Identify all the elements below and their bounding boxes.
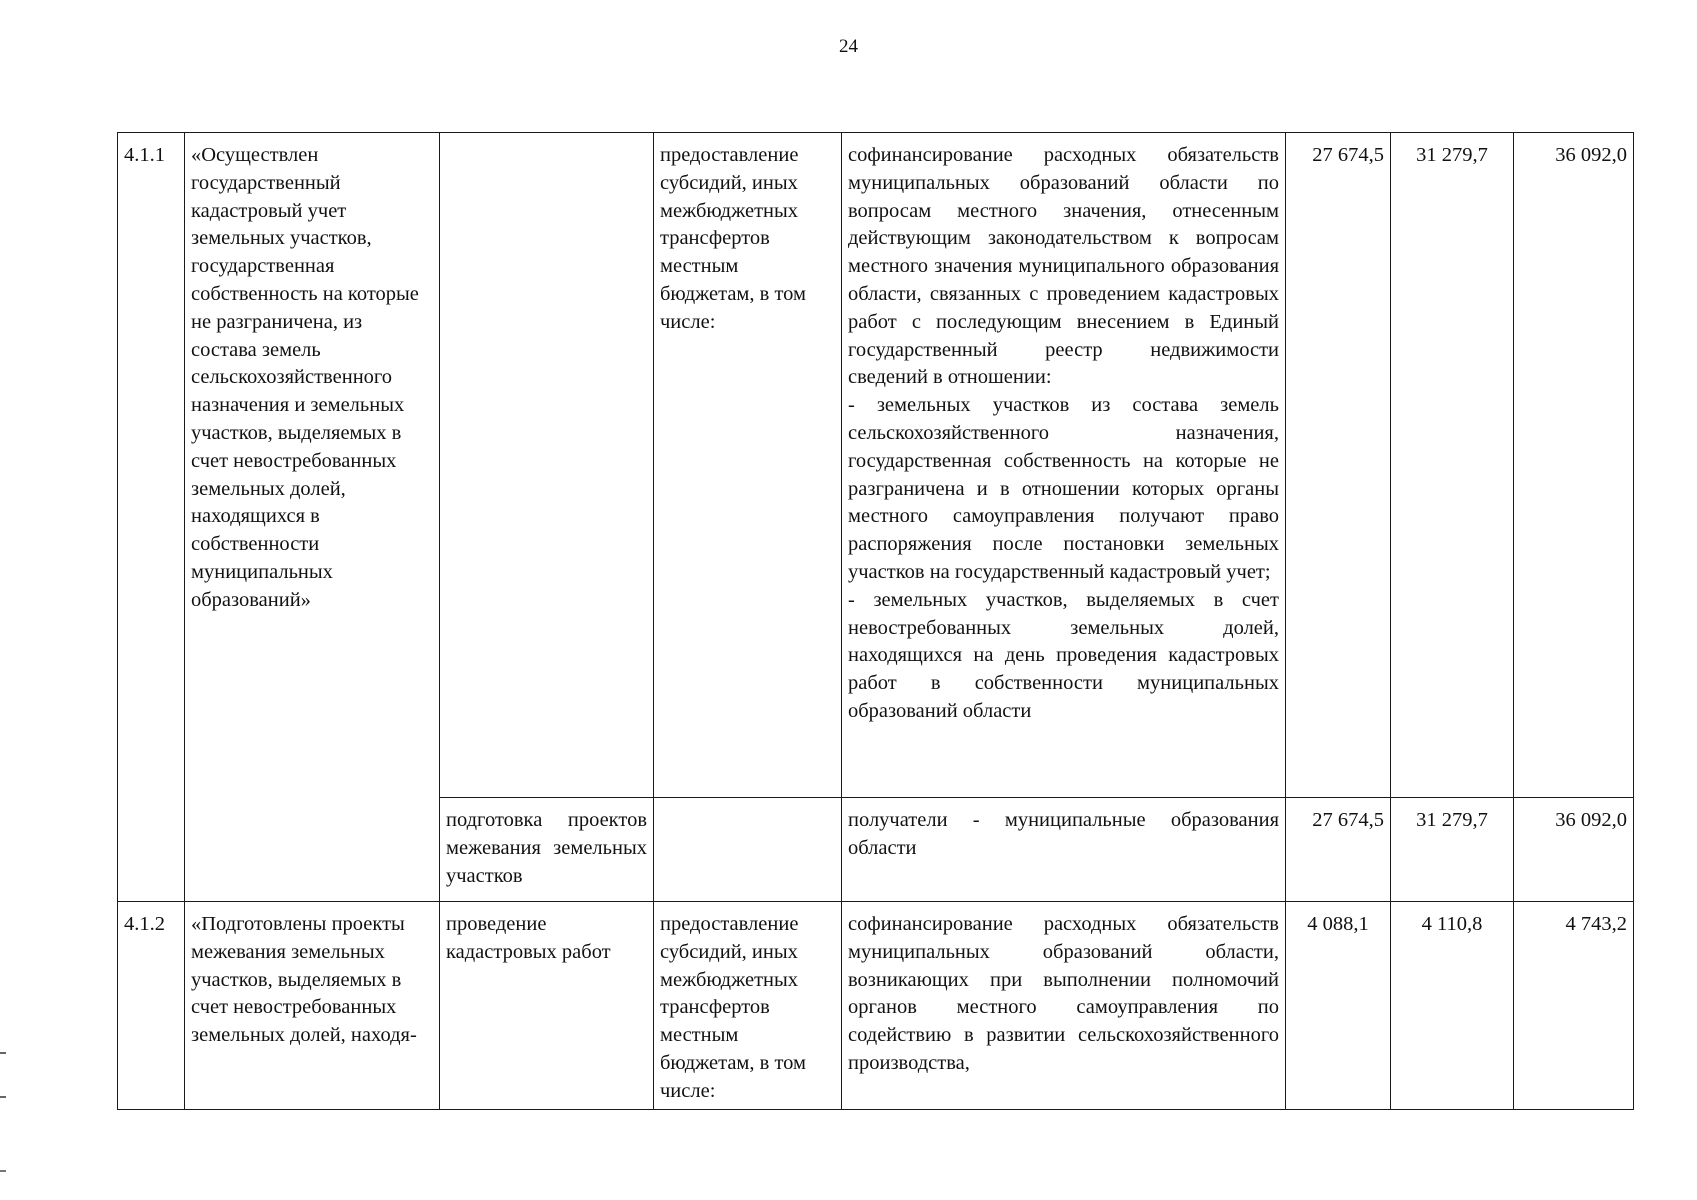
- value-year-2: 31 279,7: [1391, 133, 1514, 798]
- value-year-2: 31 279,7: [1391, 798, 1514, 902]
- value-year-1: 27 674,5: [1286, 133, 1391, 798]
- value-year-3: 4 743,2: [1514, 902, 1634, 1110]
- value-year-3: 36 092,0: [1514, 798, 1634, 902]
- description-cell: софинансирование расходных обязательств муниципальных образований области по вопросам местного значения, отнесенным действующим законодательством к вопросам местного значения муниципального образования области, связанных с проведением кадастровых работ с последующим внесением в Единый государственный реестр недвижимости сведений в отношении: - земельных участков из состава земель сельскохозяйственного назначения, государственная собственность на которые не разграничена и в отношении которых органы местного самоуправления получают право распоряжения после постановки земельных участков на государственный кадастровый учет; - земельных участков, выделяемых в счет невостребованных земельных долей, находящихся на день проведения кадастровых работ в собственности муниципальных образований области: [842, 133, 1286, 798]
- description-cell: софинансирование расходных обязательств муниципальных образований области, возникающих при выполнении полномочий органов местного самоуправления по содействию в развитии сельскохозяйственного производства,: [842, 902, 1286, 1110]
- table-row-4-1-2: [118, 902, 1634, 1110]
- value-year-1: 27 674,5: [1286, 798, 1391, 902]
- mechanism-cell: [654, 798, 842, 902]
- table-row-4-1-1-a: [118, 133, 1634, 798]
- activity-cell: [440, 133, 654, 798]
- row-code: 4.1.2: [118, 902, 185, 1110]
- mechanism-cell: предоставление субсидий, иных межбюджетных трансфертов местным бюджетам, в том числе:: [654, 133, 842, 798]
- value-year-1: 4 088,1: [1286, 902, 1391, 1110]
- activity-cell: подготовка проектов межевания земельных участков: [440, 798, 654, 902]
- program-table: [117, 132, 1634, 1110]
- description-cell: получатели - муниципальные образования области: [842, 798, 1286, 902]
- mechanism-cell: предоставление субсидий, иных межбюджетных трансфертов местным бюджетам, в том числе:: [654, 902, 842, 1110]
- result-cell: «Осуществлен государственный кадастровый учет земельных участков, государственная собственность на которые не разграничена, из состава земель сельскохозяйственного назначения и земельных участков, выделяемых в счет невостребованных земельных долей, находящихся в собственности муниципальных образований»: [185, 133, 440, 902]
- binding-marks: [0, 1052, 6, 1098]
- value-year-3: 36 092,0: [1514, 133, 1634, 798]
- page-number: 24: [839, 36, 858, 57]
- row-code: 4.1.1: [118, 133, 185, 902]
- scan-mark: [0, 1170, 6, 1172]
- activity-cell: проведение кадастровых работ: [440, 902, 654, 1110]
- value-year-2: 4 110,8: [1391, 902, 1514, 1110]
- result-cell: «Подготовлены проекты межевания земельных участков, выделяемых в счет невостребованных земельных долей, находя-: [185, 902, 440, 1110]
